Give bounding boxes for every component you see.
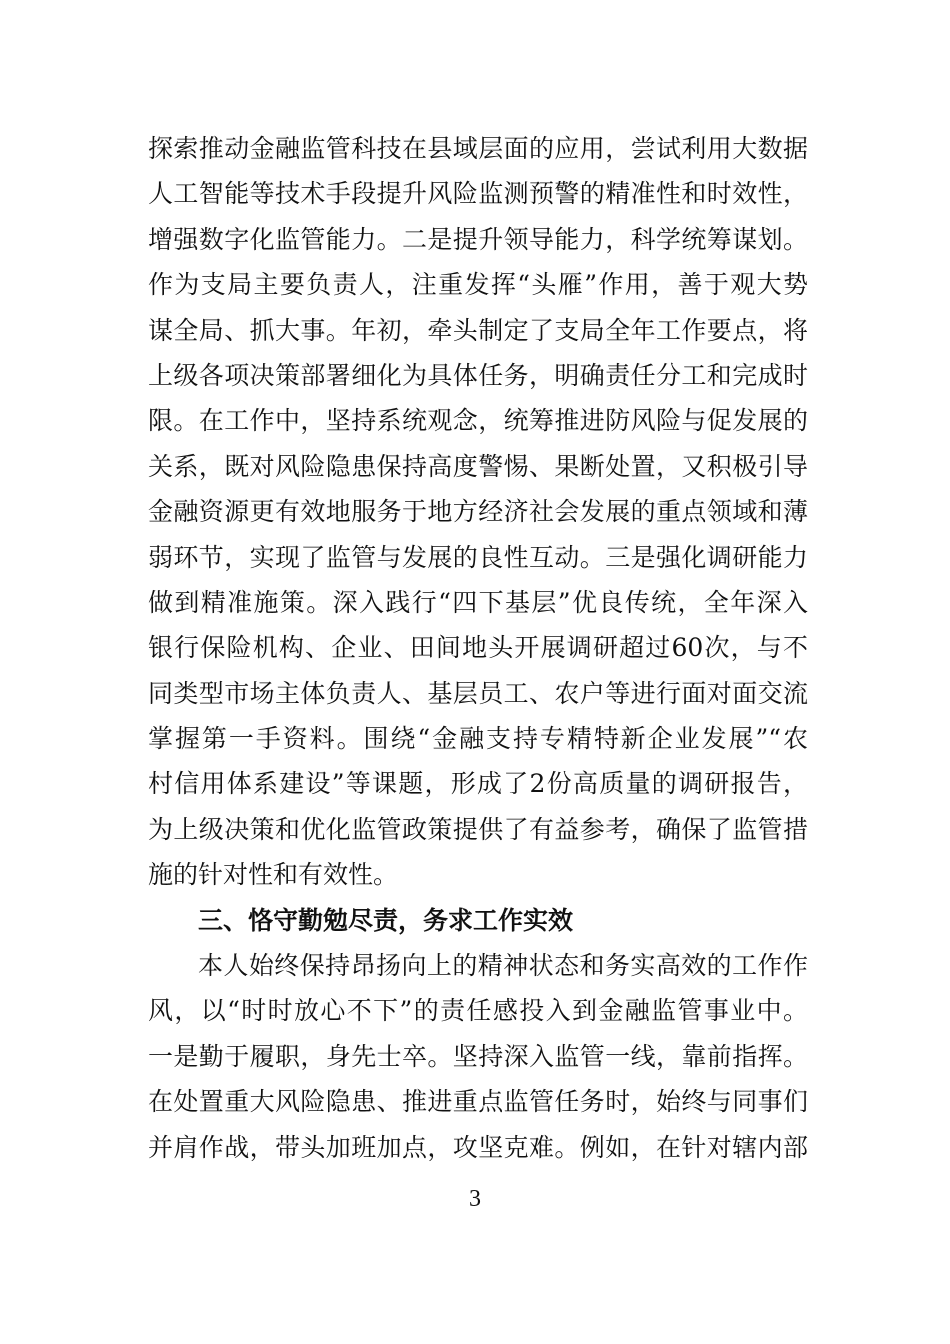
text-line: 上级各项决策部署细化为具体任务，明确责任分工和完成时: [148, 360, 808, 390]
document-body: [148, 126, 808, 1170]
text-line: 并肩作战，带头加班加点，攻坚克难。例如，在针对辖内部: [148, 1132, 808, 1162]
text-line: 同类型市场主体负责人、基层员工、农户等进行面对面交流: [148, 678, 808, 708]
text-line: 金融资源更有效地服务于地方经济社会发展的重点领域和薄: [148, 497, 808, 527]
text-line: 谋全局、抓大事。年初，牵头制定了支局全年工作要点，将: [148, 315, 808, 345]
text-line: 关系，既对风险隐患保持高度警惕、果断处置，又积极引导: [148, 451, 808, 481]
text-line: 掌握第一手资料。围绕“金融支持专精特新企业发展”“农: [148, 724, 808, 754]
text-line: 风，以“时时放心不下”的责任感投入到金融监管事业中。: [148, 996, 808, 1026]
section-heading: 三、恪守勤勉尽责，务求工作实效: [198, 905, 574, 935]
text-line: 施的针对性和有效性。: [148, 860, 399, 890]
text-line: 做到精准施策。深入践行“四下基层”优良传统，全年深入: [148, 587, 808, 617]
text-line: 村信用体系建设”等课题，形成了2份高质量的调研报告，: [148, 769, 808, 799]
text-line: 银行保险机构、企业、田间地头开展调研超过60次，与不: [148, 633, 808, 663]
text-line: 限。在工作中，坚持系统观念，统筹推进防风险与促发展的: [148, 406, 808, 436]
text-line: 探索推动金融监管科技在县域层面的应用，尝试利用大数据: [148, 134, 808, 163]
text-line: 增强数字化监管能力。二是提升领导能力，科学统筹谋划。: [148, 224, 808, 254]
text-line: 本人始终保持昂扬向上的精神状态和务实高效的工作作: [198, 951, 808, 981]
text-line: 作为支局主要负责人，注重发挥“头雁”作用，善于观大势: [148, 270, 808, 300]
text-line: 在处置重大风险隐患、推进重点监管任务时，始终与同事们: [148, 1087, 808, 1117]
text-line: 人工智能等技术手段提升风险监测预警的精准性和时效性，: [148, 179, 808, 209]
page-number: 3: [469, 1186, 481, 1212]
text-line: 一是勤于履职，身先士卒。坚持深入监管一线，靠前指挥。: [148, 1041, 808, 1071]
text-line: 为上级决策和优化监管政策提供了有益参考，确保了监管措: [148, 814, 808, 844]
text-line: 弱环节，实现了监管与发展的良性互动。三是强化调研能力: [148, 542, 808, 572]
